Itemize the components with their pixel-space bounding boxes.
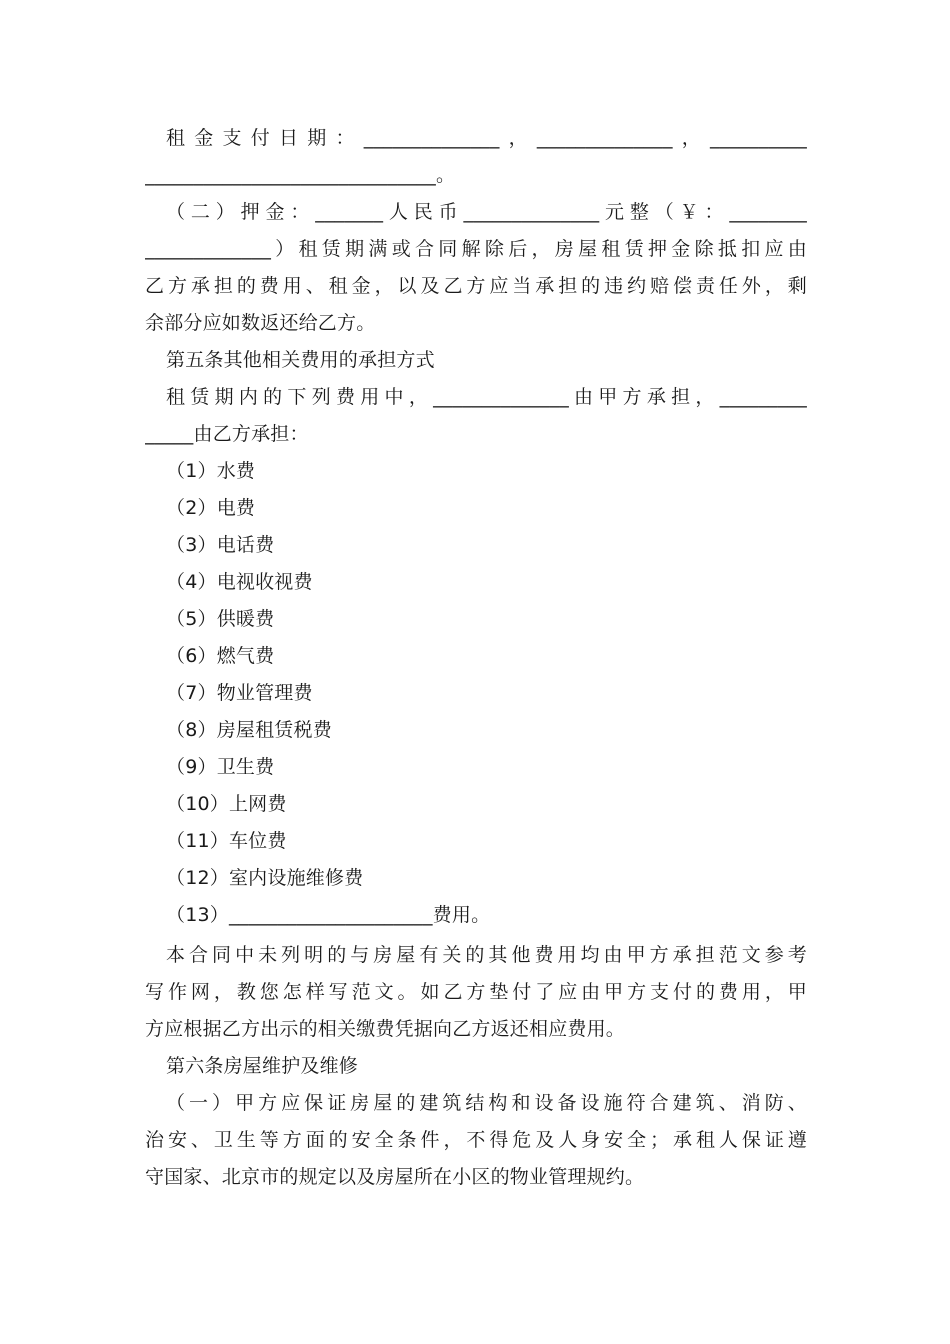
article-6-paragraph-line: 治安、卫生等方面的安全条件，不得危及人身安全；承租人保证遵 xyxy=(145,1129,807,1151)
fee-list-item: （9）卫生费 xyxy=(166,756,275,778)
fee-list-item: （6）燃气费 xyxy=(166,645,275,667)
other-fees-paragraph-line: 方应根据乙方出示的相关缴费凭据向乙方返还相应费用。 xyxy=(145,1018,626,1040)
fee-list-item: （1）水费 xyxy=(166,460,256,482)
rent-payment-date-line: 租金支付日期：______________，______________，__________ xyxy=(166,127,807,149)
article-5-heading: 第五条其他相关费用的承担方式 xyxy=(166,349,435,371)
fee-list-item: （7）物业管理费 xyxy=(166,682,313,704)
fee-list-item: （2）电费 xyxy=(166,497,256,519)
deposit-line: （二）押金：_______人民币______________元整（￥：________ xyxy=(166,201,807,223)
article-6-heading: 第六条房屋维护及维修 xyxy=(166,1055,359,1077)
other-fees-paragraph-line: 写作网，教您怎样写范文。如乙方垫付了应由甲方支付的费用，甲 xyxy=(145,981,807,1003)
deposit-paragraph-line: 乙方承担的费用、租金，以及乙方应当承担的违约赔偿责任外，剩 xyxy=(145,275,807,297)
fee-list-item: （5）供暖费 xyxy=(166,608,275,630)
fee-list-item: （8）房屋租赁税费 xyxy=(166,719,332,741)
fee-list-item: （13）_____________________费用。 xyxy=(166,904,491,926)
deposit-paragraph-line: _____________）租赁期满或合同解除后，房屋租赁押金除抵扣应由 xyxy=(145,238,807,260)
article-5-paragraph-line: 租赁期内的下列费用中，______________由甲方承担，_________ xyxy=(166,386,807,408)
fee-list-item: （4）电视收视费 xyxy=(166,571,313,593)
fee-list-item: （10）上网费 xyxy=(166,793,287,815)
other-fees-paragraph-line: 本合同中未列明的与房屋有关的其他费用均由甲方承担范文参考 xyxy=(166,944,807,966)
article-6-paragraph-line: 守国家、北京市的规定以及房屋所在小区的物业管理规约。 xyxy=(145,1166,645,1188)
fee-list-item: （12）室内设施维修费 xyxy=(166,867,364,889)
deposit-paragraph-line: 余部分应如数返还给乙方。 xyxy=(145,312,376,334)
article-5-paragraph-line: _____由乙方承担： xyxy=(145,423,309,445)
rent-payment-date-continuation: ______________________________。 xyxy=(145,164,456,186)
article-6-paragraph-line: （一）甲方应保证房屋的建筑结构和设备设施符合建筑、消防、 xyxy=(166,1092,807,1114)
fee-list-item: （11）车位费 xyxy=(166,830,287,852)
fee-list-item: （3）电话费 xyxy=(166,534,275,556)
